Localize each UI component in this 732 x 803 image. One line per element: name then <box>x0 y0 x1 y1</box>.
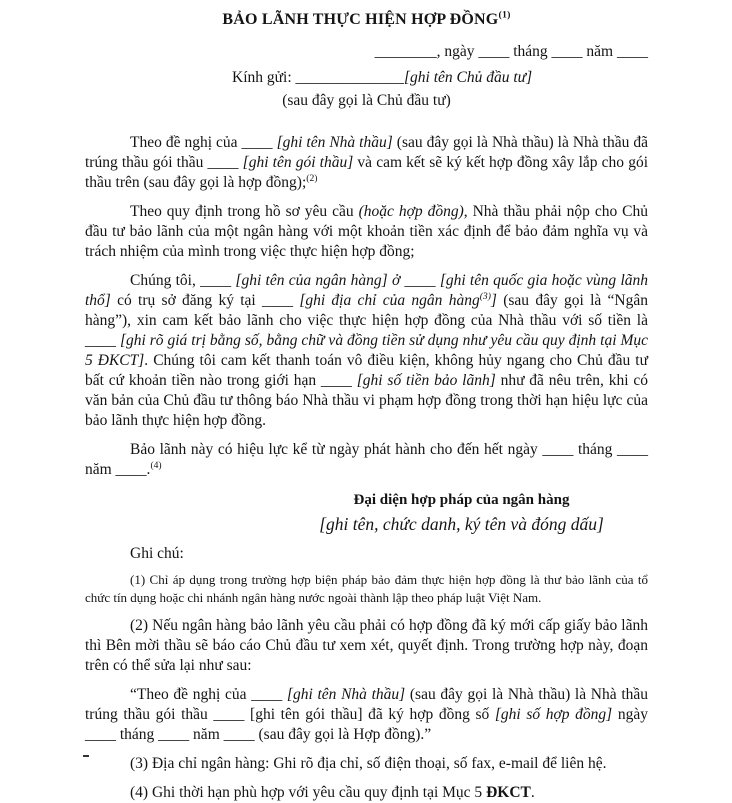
page-title <box>85 6 648 30</box>
note-2: (2) Nếu ngân hàng bảo lãnh yêu cầu phải có hợp đồng đã ký mới cấp giấy bảo lãnh thì Bên mời thầu sẽ báo cáo Chủ đầu tư xem xét, quyết định. Trong trường hợp này, đoạn trên có thể sửa lại như sau: <box>85 617 648 674</box>
signature-block <box>275 490 648 534</box>
signature-hint: [ghi tên, chức danh, ký tên và đóng dấu] <box>319 514 604 534</box>
page-title-text: BẢO LÃNH THỰC HIỆN HỢP ĐỒNG <box>222 11 499 28</box>
note-1: (1) Chỉ áp dụng trong trường hợp biện pháp bảo đảm thực hiện hợp đồng là thư bảo lãnh của tổ chức tín dụng hoặc chi nhánh ngân hàng nước ngoài thành lập theo pháp luật Việt Nam. <box>85 572 648 605</box>
footnote-ref-2: (2) <box>306 172 318 184</box>
title-footnote-ref: (1) <box>498 9 511 21</box>
salutation-blank: ______________ <box>295 69 405 86</box>
paragraph-validity: Bảo lãnh này có hiệu lực kể từ ngày phát hành cho đến hết ngày ____ tháng ____ năm ____.$^{(4)}$ <box>85 441 648 478</box>
paragraph-requirement: Theo quy định trong hồ sơ yêu cầu (hoặc hợp đồng), Nhà thầu phải nộp cho Chủ đầu tư bảo lãnh của một ngân hàng với một khoản tiền xác định để bảo đảm nghĩa vụ và trách nhiệm của mình trong việc thực hiện hợp đồng; <box>85 203 648 260</box>
footnote-separator-mark <box>83 755 89 757</box>
note-4: (4) Ghi thời hạn phù hợp với yêu cầu quy định tại Mục 5 ĐKCT. <box>130 784 535 801</box>
note-2-quote: “Theo đề nghị của ____ [ghi tên Nhà thầu] (sau đây gọi là Nhà thầu) là Nhà thầu trúng thầu gói thầu ____ [ghi tên gói thầu] đã ký hợp đồng số [ghi số hợp đồng] ngày ____ tháng ____ năm ____ (sau đây gọi là Hợp đồng).” <box>85 686 649 743</box>
paragraph-guarantee: Chúng tôi, ____ [ghi tên của ngân hàng] ở ____ [ghi tên quốc gia hoặc vùng lãnh thổ] có trụ sở đăng ký tại ____ [ghi địa chỉ của ngân hàng$^{(3)}$] (sau đây gọi là “Ngân hàng”), xin cam kết bảo lãnh cho việc thực hiện hợp đồng của Nhà thầu với số tiền là ____ [ghi rõ giá trị bằng số, bằng chữ và đồng tiền sử dụng như yêu cầu quy định tại Mục 5 ĐKCT]. Chúng tôi cam kết thanh toán vô điều kiện, không hủy ngang cho Chủ đầu tư bất cứ khoản tiền nào trong giới hạn ____ [ghi số tiền bảo lãnh] như đã nêu trên, khi có văn bản của Chủ đầu tư thông báo Nhà thầu vi phạm hợp đồng trong thời hạn hiệu lực của bảo lãnh thực hiện hợp đồng. <box>85 272 649 429</box>
note-3: (3) Địa chỉ ngân hàng: Ghi rõ địa chỉ, số điện thoại, số fax, e-mail để liên hệ. <box>130 755 607 772</box>
notes-label: Ghi chú: <box>130 545 184 562</box>
date-line: ________, ngày ____ tháng ____ năm ____ <box>374 43 648 60</box>
salutation-hint: [ghi tên Chủ đầu tư] <box>404 69 533 86</box>
salutation-sub: (sau đây gọi là Chủ đầu tư) <box>282 92 451 109</box>
salutation-line <box>232 68 648 88</box>
footnote-ref-3: (3) <box>479 290 491 302</box>
signature-title: Đại diện hợp pháp của ngân hàng <box>353 492 570 508</box>
paragraph-proposal: Theo đề nghị của ____ [ghi tên Nhà thầu] (sau đây gọi là Nhà thầu) là Nhà thầu đã trúng thầu gói thầu ____ [ghi tên gói thầu] và cam kết sẽ ký kết hợp đồng xây lắp cho gói thầu trên (sau đây gọi là hợp đồng);$^{(2)}$ <box>85 134 648 191</box>
salutation-label: Kính gửi: <box>232 69 296 86</box>
footnote-ref-4: (4) <box>150 459 162 471</box>
